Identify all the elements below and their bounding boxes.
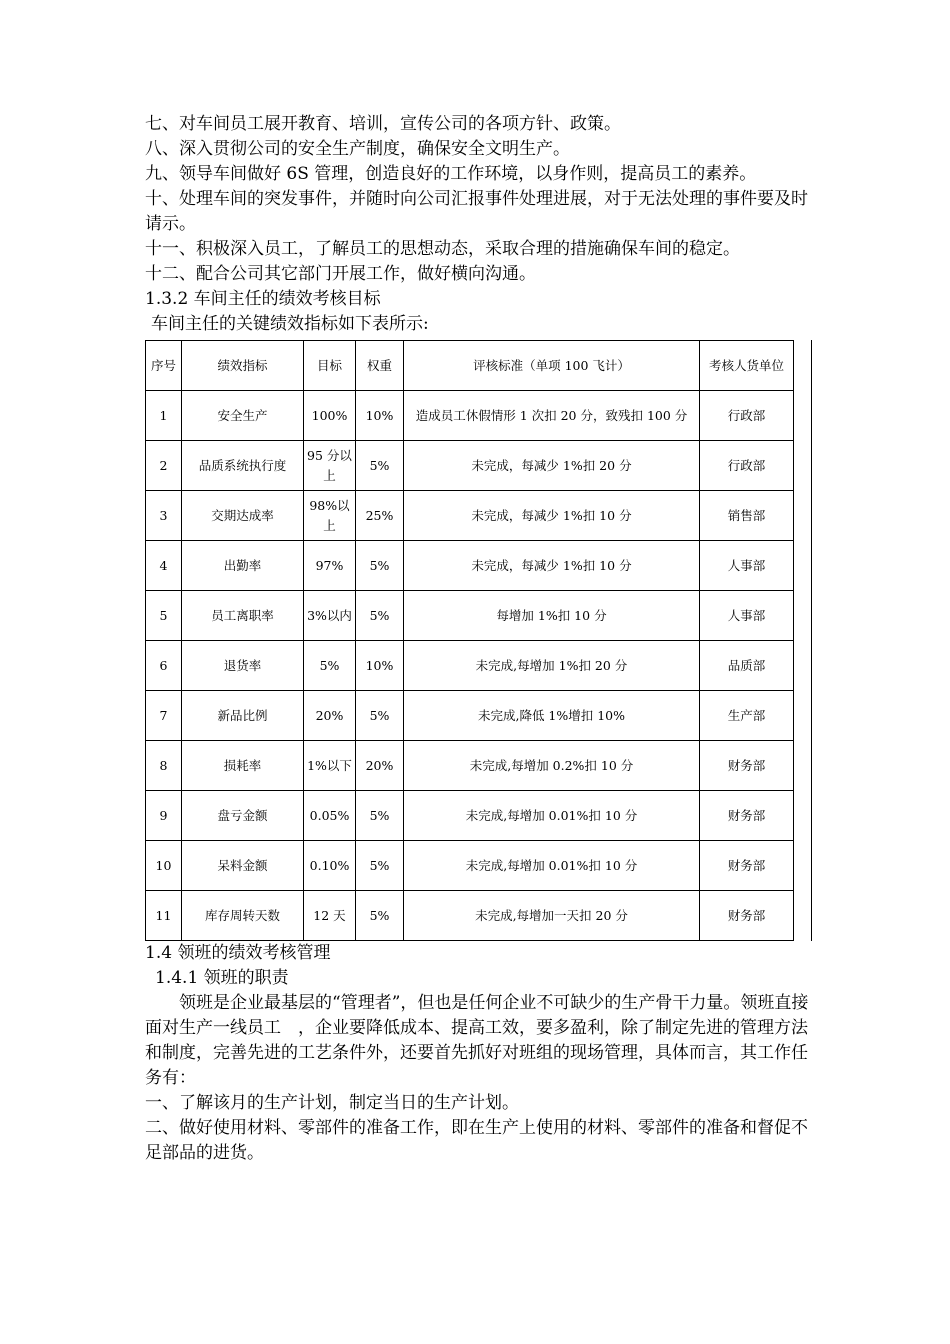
cell-weight: 5%	[356, 691, 404, 741]
kpi-table	[145, 340, 794, 941]
cell-dept: 财务部	[700, 891, 794, 941]
cell-indicator: 退货率	[182, 641, 304, 691]
cell-target: 20%	[304, 691, 356, 741]
cell-dept: 行政部	[700, 441, 794, 491]
cell-dept: 财务部	[700, 841, 794, 891]
foreman-intro-paragraph: 领班是企业最基层的“管理者”，但也是任何企业不可缺少的生产骨干力量。领班直接面对生产一线员工 ，企业要降低成本、提高工效，要多盈利，除了制定先进的管理方法和制度，完善先进的工艺条件外，还要首先抓好对班组的现场管理，具体而言，其工作任务有：	[145, 993, 809, 1088]
duty-item-8: 八、深入贯彻公司的安全生产制度，确保安全文明生产。	[145, 139, 570, 159]
cell-index: 10	[146, 841, 182, 891]
cell-index: 6	[146, 641, 182, 691]
cell-criteria: 未完成,每增加一天扣 20 分	[404, 891, 700, 941]
cell-index: 5	[146, 591, 182, 641]
section-heading-1-4: 1.4 领班的绩效考核管理	[145, 943, 331, 963]
table-row	[146, 591, 794, 641]
cell-dept: 人事部	[700, 541, 794, 591]
cell-criteria: 未完成，每减少 1%扣 20 分	[404, 441, 700, 491]
document-page	[145, 112, 810, 1166]
cell-indicator: 库存周转天数	[182, 891, 304, 941]
table-row	[146, 891, 794, 941]
cell-weight: 10%	[356, 391, 404, 441]
duty-item-7: 七、对车间员工展开教育、培训，宣传公司的各项方针、政策。	[145, 114, 621, 134]
cell-dept: 生产部	[700, 691, 794, 741]
table-row	[146, 691, 794, 741]
cell-indicator: 品质系统执行度	[182, 441, 304, 491]
table-row	[146, 791, 794, 841]
cell-criteria: 每增加 1%扣 10 分	[404, 591, 700, 641]
cell-criteria: 未完成，每减少 1%扣 10 分	[404, 491, 700, 541]
cell-indicator: 损耗率	[182, 741, 304, 791]
cell-target: 97%	[304, 541, 356, 591]
cell-target: 12 天	[304, 891, 356, 941]
section-heading-1-4-1: 1.4.1 领班的职责	[155, 968, 289, 988]
cell-target: 1%以下	[304, 741, 356, 791]
cell-weight: 5%	[356, 591, 404, 641]
cell-dept: 销售部	[700, 491, 794, 541]
cell-criteria: 未完成,每增加 0.01%扣 10 分	[404, 791, 700, 841]
cell-criteria: 未完成，每减少 1%扣 10 分	[404, 541, 700, 591]
cell-indicator: 新品比例	[182, 691, 304, 741]
duty-item-11: 十一、积极深入员工，了解员工的思想动态，采取合理的措施确保车间的稳定。	[145, 239, 740, 259]
table-row	[146, 741, 794, 791]
cell-weight: 20%	[356, 741, 404, 791]
cell-index: 7	[146, 691, 182, 741]
cell-target: 3%以内	[304, 591, 356, 641]
foreman-task-2: 二、做好使用材料、零部件的准备工作，即在生产上使用的材料、零部件的准备和督促不足部品的进货。	[145, 1118, 808, 1163]
section-heading-1-3-2: 1.3.2 车间主任的绩效考核目标	[145, 289, 381, 309]
cell-dept: 人事部	[700, 591, 794, 641]
cell-target: 0.05%	[304, 791, 356, 841]
table-right-edge	[811, 340, 812, 941]
cell-index: 4	[146, 541, 182, 591]
foreman-task-1: 一、了解该月的生产计划，制定当日的生产计划。	[145, 1093, 519, 1113]
table-row	[146, 441, 794, 491]
cell-index: 8	[146, 741, 182, 791]
cell-criteria: 未完成,每增加 0.2%扣 10 分	[404, 741, 700, 791]
header-weight: 权重	[356, 341, 404, 391]
cell-weight: 5%	[356, 841, 404, 891]
header-index: 序号	[146, 341, 182, 391]
cell-weight: 10%	[356, 641, 404, 691]
cell-target: 95 分以上	[304, 441, 356, 491]
cell-target: 5%	[304, 641, 356, 691]
cell-index: 11	[146, 891, 182, 941]
cell-target: 0.10%	[304, 841, 356, 891]
header-dept: 考核人货单位	[700, 341, 794, 391]
header-target: 目标	[304, 341, 356, 391]
table-row	[146, 391, 794, 441]
duty-item-10: 十、处理车间的突发事件，并随时向公司汇报事件处理进展，对于无法处理的事件要及时请示。	[145, 189, 808, 234]
cell-criteria: 造成员工休假情形 1 次扣 20 分，致残扣 100 分	[404, 391, 700, 441]
cell-indicator: 盘亏金额	[182, 791, 304, 841]
cell-indicator: 安全生产	[182, 391, 304, 441]
cell-indicator: 交期达成率	[182, 491, 304, 541]
cell-index: 3	[146, 491, 182, 541]
duty-item-12: 十二、配合公司其它部门开展工作，做好横向沟通。	[145, 264, 536, 284]
header-criteria: 评核标准（单项 100 飞计）	[404, 341, 700, 391]
table-row	[146, 841, 794, 891]
table-row	[146, 541, 794, 591]
cell-criteria: 未完成,每增加 0.01%扣 10 分	[404, 841, 700, 891]
cell-weight: 5%	[356, 791, 404, 841]
kpi-table-wrapper	[145, 340, 810, 941]
cell-criteria: 未完成,降低 1%增扣 10%	[404, 691, 700, 741]
cell-target: 100%	[304, 391, 356, 441]
duty-item-9: 九、领导车间做好 6S 管理，创造良好的工作环境，以身作则，提高员工的素养。	[145, 164, 757, 184]
table-header-row	[146, 341, 794, 391]
cell-indicator: 出勤率	[182, 541, 304, 591]
cell-weight: 5%	[356, 891, 404, 941]
cell-dept: 行政部	[700, 391, 794, 441]
table-intro: 车间主任的关键绩效指标如下表所示:	[151, 314, 429, 334]
cell-weight: 25%	[356, 491, 404, 541]
cell-weight: 5%	[356, 541, 404, 591]
cell-target: 98%以上	[304, 491, 356, 541]
cell-dept: 品质部	[700, 641, 794, 691]
cell-dept: 财务部	[700, 741, 794, 791]
header-indicator: 绩效指标	[182, 341, 304, 391]
cell-indicator: 员工离职率	[182, 591, 304, 641]
table-row	[146, 641, 794, 691]
table-row	[146, 491, 794, 541]
cell-dept: 财务部	[700, 791, 794, 841]
cell-index: 1	[146, 391, 182, 441]
cell-index: 2	[146, 441, 182, 491]
cell-indicator: 呆料金额	[182, 841, 304, 891]
cell-weight: 5%	[356, 441, 404, 491]
cell-index: 9	[146, 791, 182, 841]
cell-criteria: 未完成,每增加 1%扣 20 分	[404, 641, 700, 691]
